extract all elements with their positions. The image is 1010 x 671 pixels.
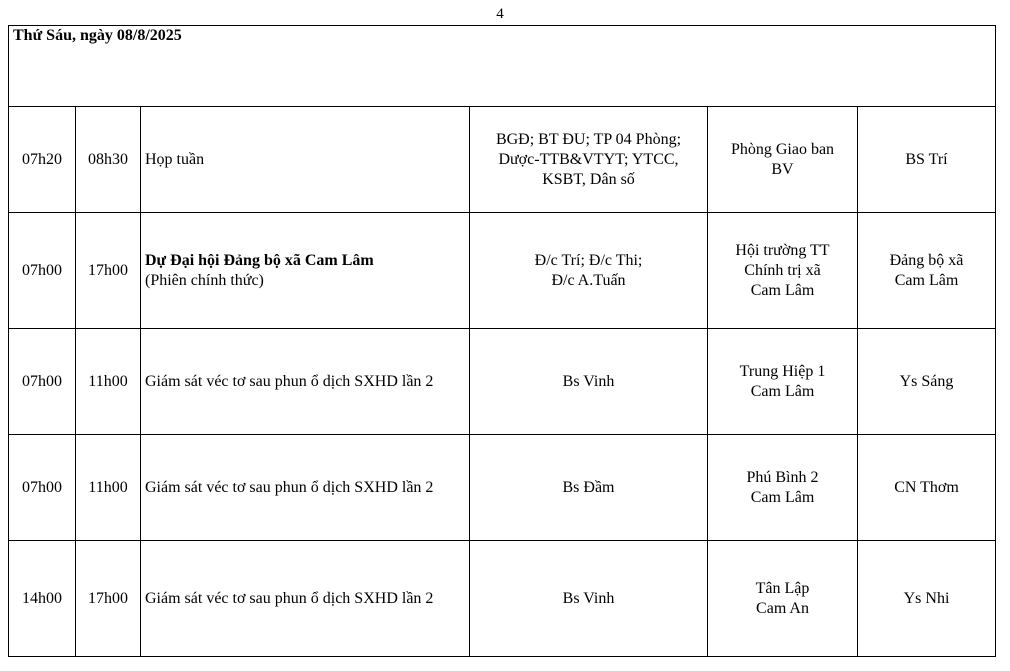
activity-content bbox=[141, 213, 470, 329]
start-time: 14h00 bbox=[9, 541, 76, 657]
location bbox=[708, 213, 858, 329]
end-time: 17h00 bbox=[76, 213, 141, 329]
activity-title: Giám sát véc tơ sau phun ổ dịch SXHD lần 2 bbox=[145, 478, 434, 496]
location-line: Cam An bbox=[756, 599, 809, 617]
end-time: 11h00 bbox=[76, 329, 141, 435]
lead bbox=[858, 213, 996, 329]
start-time: 07h00 bbox=[9, 329, 76, 435]
participants-line: KSBT, Dân số bbox=[542, 170, 635, 188]
table-row bbox=[9, 435, 996, 541]
lead-line: Ys Sáng bbox=[899, 372, 954, 390]
location-line: Trung Hiệp 1 bbox=[739, 362, 826, 380]
activity-title: Giám sát véc tơ sau phun ổ dịch SXHD lần 2 bbox=[145, 589, 434, 607]
day-heading: Thứ Sáu, ngày 08/8/2025 bbox=[9, 26, 996, 107]
activity-content bbox=[141, 435, 470, 541]
participants-line: Bs Vinh bbox=[562, 589, 615, 607]
location-line: Phú Bình 2 bbox=[746, 468, 819, 486]
start-time: 07h00 bbox=[9, 213, 76, 329]
participants-line: Bs Vinh bbox=[562, 372, 615, 390]
location-line: Cam Lâm bbox=[750, 488, 815, 506]
location-line: Hội trường TT bbox=[735, 241, 830, 259]
participants bbox=[470, 435, 708, 541]
activity-content bbox=[141, 329, 470, 435]
participants-line: Đ/c Trí; Đ/c Thi; bbox=[534, 251, 643, 269]
participants bbox=[470, 213, 708, 329]
activity-title: Họp tuần bbox=[145, 150, 205, 168]
participants-line: Dược-TTB&VTYT; YTCC, bbox=[498, 150, 679, 168]
location bbox=[708, 107, 858, 213]
lead bbox=[858, 329, 996, 435]
lead-line: Cam Lâm bbox=[894, 271, 959, 289]
participants-line: BGĐ; BT ĐU; TP 04 Phòng; bbox=[495, 130, 682, 148]
table-row bbox=[9, 107, 996, 213]
lead-line: CN Thơm bbox=[894, 478, 959, 496]
activity-content bbox=[141, 107, 470, 213]
activity-content bbox=[141, 541, 470, 657]
location-line: Tân Lập bbox=[755, 579, 810, 597]
participants bbox=[470, 541, 708, 657]
table-row bbox=[9, 541, 996, 657]
lead bbox=[858, 435, 996, 541]
location-line: Phòng Giao ban bbox=[730, 140, 835, 158]
start-time: 07h20 bbox=[9, 107, 76, 213]
lead bbox=[858, 107, 996, 213]
lead-line: BS Trí bbox=[905, 150, 948, 168]
page-number: 4 bbox=[496, 6, 504, 22]
location-line: Cam Lâm bbox=[750, 382, 815, 400]
location bbox=[708, 329, 858, 435]
schedule-table bbox=[8, 25, 996, 657]
location-line: Cam Lâm bbox=[750, 281, 815, 299]
lead-line: Đảng bộ xã bbox=[889, 251, 964, 269]
location-line: Chính trị xã bbox=[744, 261, 821, 279]
location bbox=[708, 435, 858, 541]
end-time: 17h00 bbox=[76, 541, 141, 657]
activity-subtitle: (Phiên chính thức) bbox=[145, 271, 264, 289]
activity-title: Giám sát véc tơ sau phun ổ dịch SXHD lần 2 bbox=[145, 372, 434, 390]
end-time: 11h00 bbox=[76, 435, 141, 541]
activity-title: Dự Đại hội Đảng bộ xã Cam Lâm bbox=[145, 251, 374, 269]
start-time: 07h00 bbox=[9, 435, 76, 541]
participants-line: Đ/c A.Tuấn bbox=[551, 271, 626, 289]
lead-line: Ys Nhi bbox=[903, 589, 950, 607]
location-line: BV bbox=[771, 160, 794, 178]
day-header-row bbox=[9, 26, 996, 107]
table-row bbox=[9, 213, 996, 329]
location bbox=[708, 541, 858, 657]
participants bbox=[470, 107, 708, 213]
lead bbox=[858, 541, 996, 657]
participants-line: Bs Đầm bbox=[562, 478, 615, 496]
end-time: 08h30 bbox=[76, 107, 141, 213]
participants bbox=[470, 329, 708, 435]
table-row bbox=[9, 329, 996, 435]
